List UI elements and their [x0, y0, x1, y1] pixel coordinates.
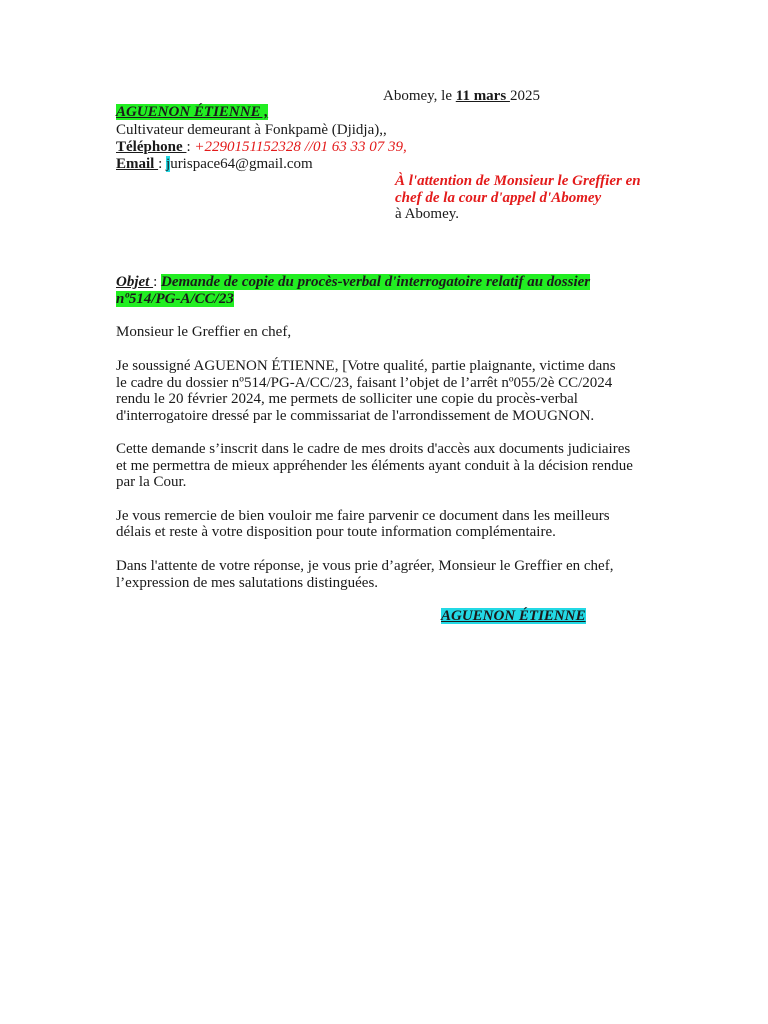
email-label: Email	[116, 156, 159, 172]
email-separator: :	[158, 156, 167, 172]
phone-value: +2290151152328 //01 63 33 07 39,	[194, 139, 407, 155]
sender-email-line	[116, 156, 313, 173]
paragraph-4-line: Dans l'attente de votre réponse, je vous prie d’agréer, Monsieur le Greffier en chef,	[116, 558, 614, 574]
paragraph-1-line: Je soussigné AGUENON ÉTIENNE, [Votre qualité, partie plaignante, victime dans	[116, 358, 616, 374]
subject-label: Objet	[116, 274, 154, 290]
paragraph-2-line: par la Cour.	[116, 474, 187, 490]
recipient-line-2: chef de la cour d'appel d'Abomey	[395, 190, 602, 206]
phone-label: Téléphone	[116, 139, 187, 155]
sender-occupation: Cultivateur demeurant à Fonkpamè (Djidja),,	[116, 122, 387, 138]
date-year: 2025	[509, 88, 540, 104]
paragraph-2-line: Cette demande s’inscrit dans le cadre de mes droits d'accès aux documents judiciaires	[116, 441, 631, 457]
recipient-line-1: À l'attention de Monsieur le Greffier en	[395, 173, 641, 189]
paragraph-1-line: le cadre du dossier nº514/PG-A/CC/23, faisant l’objet de l’arrêt nº055/2è CC/2024	[116, 375, 613, 391]
signature-line	[441, 608, 586, 625]
sender-phone-line	[116, 139, 407, 156]
paragraph-3-line: Je vous remercie de bien vouloir me faire parvenir ce document dans les meilleurs	[116, 508, 610, 524]
email-rest: urispace64@gmail.com	[170, 156, 313, 172]
date-line	[383, 88, 540, 105]
paragraph-1-line: d'interrogatoire dressé par le commissariat de l'arrondissement de MOUGNON.	[116, 408, 595, 424]
subject-separator: :	[153, 274, 161, 290]
date-prefix: Abomey, le	[383, 88, 456, 104]
subject-text-1: Demande de copie du procès-verbal d'interrogatoire relatif au dossier	[161, 274, 591, 290]
paragraph-1-line: rendu le 20 février 2024, me permets de solliciter une copie du procès-verbal	[116, 391, 578, 407]
email-first-char: j	[166, 156, 171, 172]
date-day-month: 11 mars	[455, 88, 510, 104]
paragraph-2-line: et me permettra de mieux appréhender les éléments ayant conduit à la décision rendue	[116, 458, 633, 474]
phone-separator: :	[186, 139, 195, 155]
signature: AGUENON ÉTIENNE	[441, 608, 586, 624]
paragraph-3-line: délais et reste à votre disposition pour toute information complémentaire.	[116, 524, 556, 540]
subject-text-2: nº514/PG-A/CC/23	[116, 291, 234, 307]
sender-name: AGUENON ÉTIENNE ,	[116, 104, 269, 120]
subject-line-1	[116, 274, 590, 291]
salutation: Monsieur le Greffier en chef,	[116, 324, 292, 340]
recipient-line-3: à Abomey.	[395, 206, 460, 222]
sender-name-line	[116, 104, 268, 121]
subject-line-2	[116, 291, 234, 308]
paragraph-4-line: l’expression de mes salutations distinguées.	[116, 575, 379, 591]
